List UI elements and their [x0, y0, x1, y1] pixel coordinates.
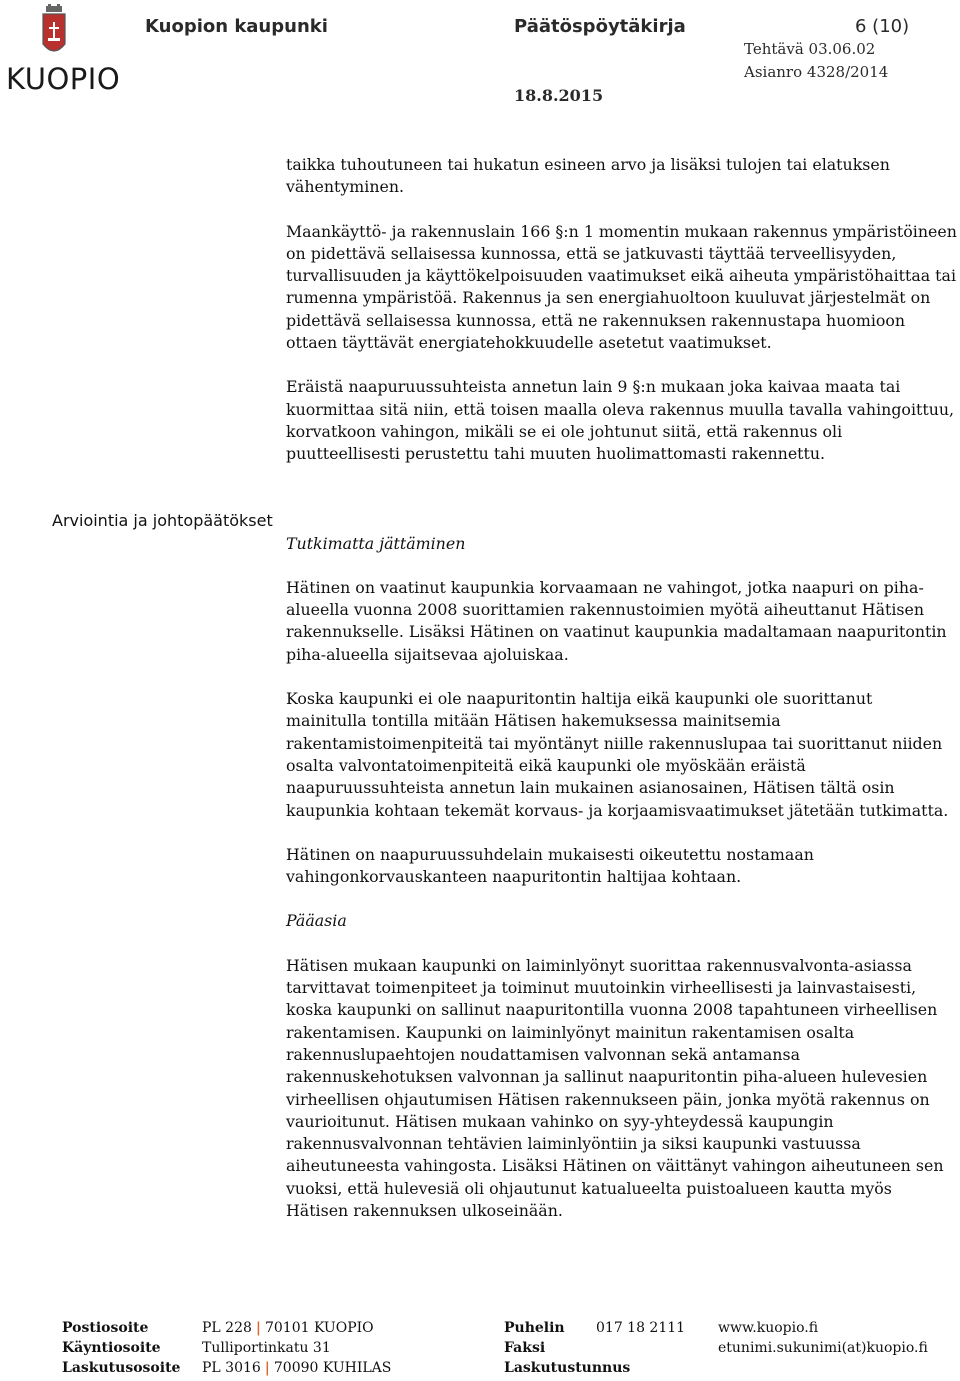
separator: |: [264, 1360, 270, 1376]
logo-wordmark: KUOPIO: [6, 62, 121, 96]
coat-of-arms-icon: [40, 4, 68, 64]
paragraph: taikka tuhoutuneen tai hukatun esineen arvo ja lisäksi tulojen tai elatuksen vähentyminen.: [286, 155, 890, 197]
paragraph: Maankäyttö- ja rakennuslain 166 §:n 1 momentin mukaan rakennus ympäristöineen on pidettävä sellaisessa kunnossa, että se jatkuvasti täyttää terveellisyyden, turvallisuuden ja käyttökelpoisuuden vaatimukset eikä aiheuta ympäristöhaittaa tai rumenna ympäristöä. Rakennus ja sen energiahuoltoon kuuluvat järjestelmät on pidettävä sellaisessa kunnossa, että ne rakennuksen rakennustapa huomioon ottaen täyttävät energiatehokkuudelle asetetut vaatimukset.: [286, 221, 957, 353]
task-number: Tehtävä 03.06.02: [744, 40, 876, 58]
fax-label: Faksi: [504, 1340, 546, 1356]
section-label: Arviointia ja johtopäätökset: [52, 511, 273, 530]
postal-box: PL 228: [202, 1320, 252, 1336]
postal-address-label: Postiosoite: [62, 1320, 149, 1336]
email-link[interactable]: etunimi.sukunimi(at)kuopio.fi: [718, 1340, 928, 1356]
document-type: Päätöspöytäkirja: [514, 16, 686, 37]
footer-row: [62, 1340, 942, 1360]
paragraph: Eräistä naapuruussuhteista annetun lain 9 §:n mukaan joka kaivaa maata tai kuormittaa sitä niin, että toisen maalla oleva rakennus muulla tavalla vahingoittuu, korvatkoon vahingon, mikäli se ei ole johtunut siitä, että rakennus oli puutteellisesti perustettu tahi muuten huolimattomasti rakennettu.: [286, 377, 955, 464]
visiting-address: Tulliportinkatu 31: [202, 1340, 331, 1356]
billing-address-label: Laskutusosoite: [62, 1360, 181, 1376]
website-link[interactable]: www.kuopio.fi: [718, 1320, 819, 1336]
postal-code: 70101 KUOPIO: [264, 1320, 374, 1336]
footer: [62, 1320, 942, 1380]
paragraph: Hätisen mukaan kaupunki on laiminlyönyt suorittaa rakennusvalvonta-asiassa tarvittavat toimenpiteet ja toiminut muutoinkin virheellisesti ja lainvastaisesti, koska kaupunki on sallinut naapuritontilla vuonna 2008 tapahtuneen virheellisen rakentamisen. Kaupunki on laiminlyönyt mainitun rakentamisen osalta rakennuslupaehtojen noudattamisen valvonnan sekä antamansa rakennuskehotuksen valvonnan ja sallinut naapuritontin piha-alueen hulevesien virheellisen ohjautumisen Hätisen rakennukseen päin, jonka myötä rakennus on vaurioitunut. Hätisen mukaan vahinko on syy-yhteydessä kaupungin rakennusvalvonnan tehtävien laiminlyöntiin ja siksi kaupunki vastuussa aiheutuneesta vahingosta. Lisäksi Hätinen on väittänyt vahingon aiheutuneen sen vuoksi, että hulevesiä oli ohjautunut katualueelta puistoalueen kautta myös Hätisen rakennuksen ulkoseinään.: [286, 955, 944, 1220]
billing-code: 70090 KUHILAS: [273, 1360, 392, 1376]
paragraph: Koska kaupunki ei ole naapuritontin haltija eikä kaupunki ole suorittanut mainitulla tontilla mitään Hätisen hakemuksessa mainitsemia rakentamistoimenpiteitä tai myöntänyt niille rakennuslupaa tai suorittanut niiden osalta valvontatoimenpiteitä eikä kaupunki ole myöskään eräistä naapuruussuhteista annetun lain mukainen asianosainen, Hätisen tältä osin kaupunkia kohtaan tekemät korvaus- ja korjaamisvaatimukset jätetään tutkimatta.: [286, 689, 949, 820]
separator: |: [255, 1320, 261, 1336]
subheading: Tutkimatta jättäminen: [286, 533, 466, 553]
visiting-address-label: Käyntiosoite: [62, 1340, 161, 1356]
paragraph: Hätinen on naapuruussuhdelain mukaisesti oikeutettu nostamaan vahingonkorvauskanteen naapuritontin haltijaa kohtaan.: [286, 844, 814, 887]
paragraph: Hätinen on vaatinut kaupunkia korvaamaan ne vahingot, jotka naapuri on piha-alueella vuonna 2008 suorittamien rakennustoimien myötä aiheuttanut Hätisen rakennukselle. Lisäksi Hätinen on vaatinut kaupunkia madaltamaan naapuritontin piha-alueella sijaitsevaa ajoluiskaa.: [286, 577, 947, 664]
subheading: Pääasia: [286, 911, 347, 931]
billing-address: [202, 1360, 391, 1376]
phone-label: Puhelin: [504, 1320, 565, 1336]
billing-id-label: Laskutustunnus: [504, 1360, 631, 1376]
document-body: [286, 154, 958, 1222]
postal-address: [202, 1320, 374, 1336]
page-number: 6 (10): [855, 16, 910, 37]
document-date: 18.8.2015: [514, 86, 604, 105]
footer-row: [62, 1360, 942, 1380]
billing-box: PL 3016: [202, 1360, 261, 1376]
footer-row: [62, 1320, 942, 1340]
organization-name: Kuopion kaupunki: [145, 16, 328, 37]
phone-number: 017 18 2111: [596, 1320, 686, 1336]
case-number: Asianro 4328/2014: [744, 63, 889, 81]
kuopio-logo: [4, 4, 121, 96]
